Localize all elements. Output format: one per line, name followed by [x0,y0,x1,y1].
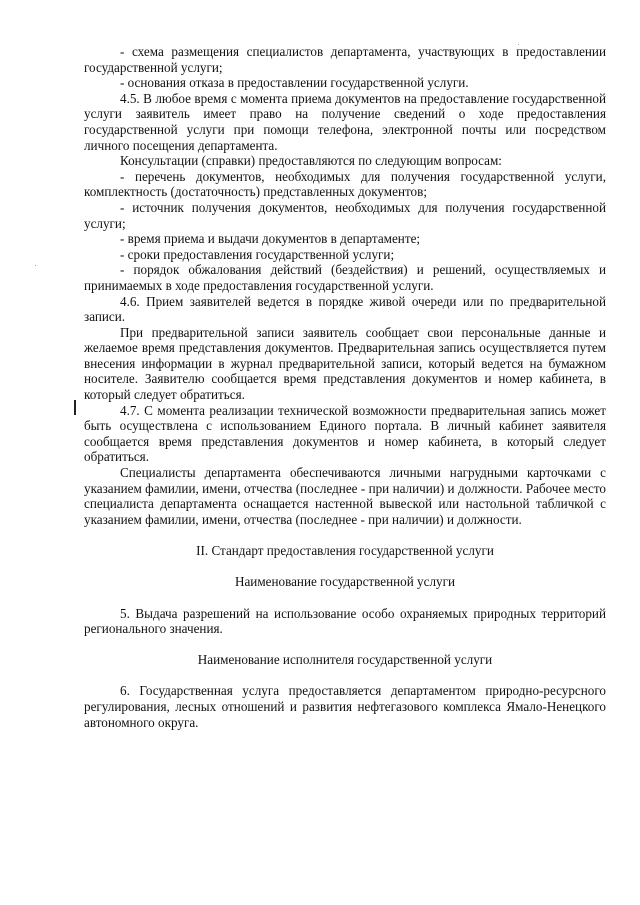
subsection-title: Наименование исполнителя государственной услуги [197,651,493,667]
document-page [84,44,606,730]
margin-mark [74,400,76,415]
paragraph: Специалисты департамента обеспечиваются личными нагрудными карточками с указанием фамилии, имени, отчества (последнее - при наличии) и должности. Рабочее место специалиста департамента оснащается настенной вывеской или настольной табличкой с указанием фамилии, имени, отчества (последнее - при наличии) и должности. [84,465,606,527]
paragraph: - схема размещения специалистов департамента, участвующих в предоставлении государственной услуги; [84,44,606,75]
paragraph: При предварительной записи заявитель сообщает свои персональные данные и желаемое время представления документов. Предварительная запись осуществляется путем внесения информации в журнал предварительной записи, который ведется на бумажном носителе. Заявителю сообщается время представления документов и номер кабинета, в который следует обратиться. [84,324,606,403]
paragraph: - перечень документов, необходимых для получения государственной услуги, комплектность (достаточность) представленных документов; [84,168,606,200]
paragraph: Консультации (справки) предоставляются по следующим вопросам: [120,153,502,169]
scan-speck [35,265,36,266]
paragraph: 4.7. С момента реализации технической возможности предварительная запись может быть осуществлена с использованием Единого портала. В личный кабинет заявителя сообщается время представления документов и номер кабинета, в который следует обратиться. [84,402,606,465]
paragraph: 4.5. В любое время с момента приема документов на предоставление государственной услуги заявитель имеет право на получение сведений о ходе предоставления государственной услуги при помощи телефона, электронной почты или посредством личного посещения департамента. [84,90,606,153]
paragraph: 4.6. Прием заявителей ведется в порядке живой очереди или по предварительной записи. [84,293,606,325]
paragraph: - источник получения документов, необходимых для получения государственной услуги; [84,199,606,231]
subsection-title: Наименование государственной услуги [234,574,456,589]
section-title: II. Стандарт предоставления государственной услуги [196,543,494,559]
item-5: 5. Выдача разрешений на использование особо охраняемых природных территорий регионального значения. [84,605,606,637]
paragraph: - время приема и выдачи документов в департаменте; [120,231,421,247]
paragraph: - основания отказа в предоставлении государственной услуги. [120,75,469,91]
item-6: 6. Государственная услуга предоставляется департаментом природно-ресурсного регулирования, лесных отношений и развития нефтегазового комплекса Ямало-Ненецкого автономного округа. [84,683,606,730]
paragraph: - порядок обжалования действий (бездействия) и решений, осуществляемых и принимаемых в ходе предоставления государственной услуги. [84,262,606,293]
paragraph: - сроки предоставления государственной услуги; [120,246,395,262]
